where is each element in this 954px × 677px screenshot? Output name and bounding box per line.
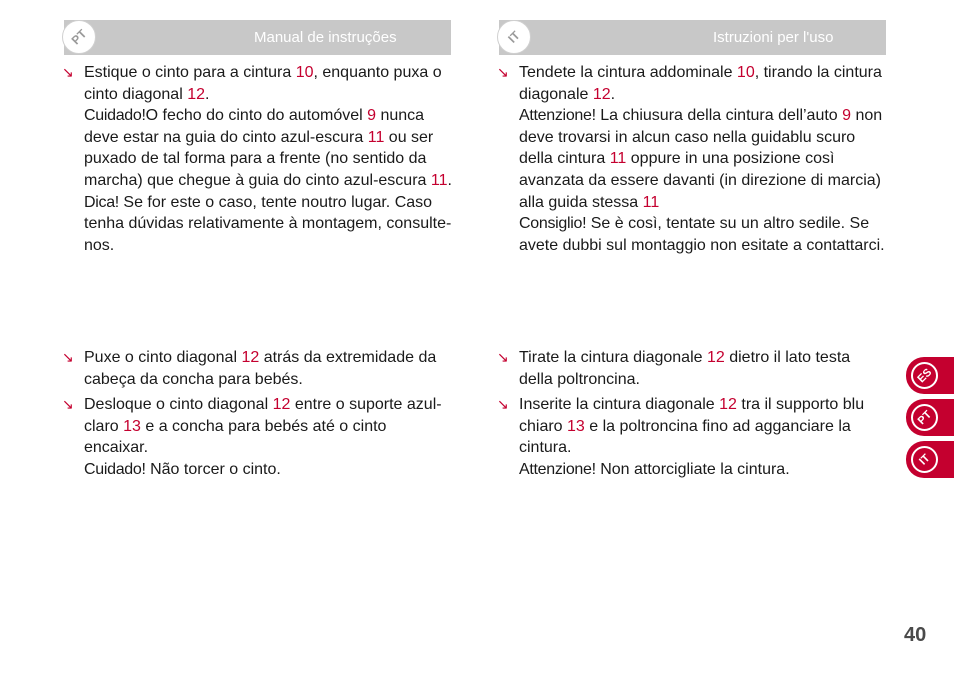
it-instruction-3: ↘ Inserite la cintura diagonale 12 tra il supporto blu chiaro 13 e la poltroncina fino ad agganciare la cintura.: [497, 396, 865, 457]
pt-tip-1: Dica! Se for este o caso, tente noutro lugar. Caso tenha dúvidas relativamente à montagem, consulte-nos.: [84, 193, 452, 254]
side-tab-it[interactable]: [906, 441, 954, 478]
arrow-bullet-icon: ↘: [62, 64, 74, 80]
it-instruction-2: ↘ Tirate la cintura diagonale 12 dietro il lato testa della poltroncina.: [497, 349, 851, 388]
pt-caution-1: Cuidado!O fecho do cinto do automóvel 9 nunca deve estar na guia do cinto azul-escura 11 ou ser puxado de tal forma para a frente (no sentido da marcha) que chegue à guia do cinto azul-escura 11.: [84, 107, 452, 189]
it-tab-label: IT: [905, 440, 943, 478]
it-caution-2: Attenzione! Non attorcigliate la cintura.: [519, 460, 790, 478]
pt-header-title: Manual de instruções: [254, 29, 397, 46]
arrow-bullet-icon: ↘: [62, 349, 74, 365]
pt-block-1: [64, 62, 452, 256]
es-tab-label: ES: [905, 356, 943, 394]
it-header-title: Istruzioni per l'uso: [713, 29, 834, 46]
side-tab-es[interactable]: [906, 357, 954, 394]
side-tab-pt[interactable]: [906, 399, 954, 436]
arrow-bullet-icon: ↘: [62, 396, 74, 413]
it-tip-1: Consiglio! Se è così, tentate su un altro sedile. Se avete dubbi sul montaggio non esitate a contattarci.: [519, 215, 885, 254]
arrow-bullet-icon: ↘: [497, 396, 509, 413]
arrow-bullet-icon: ↘: [497, 64, 509, 80]
pt-header-bar: [64, 20, 451, 55]
it-block-2: [499, 347, 885, 481]
pt-block-2: [64, 347, 452, 481]
it-header-bar: [499, 20, 886, 55]
arrow-bullet-icon: ↘: [497, 349, 509, 365]
it-language-badge: IT: [490, 13, 538, 61]
pt-tab-label: PT: [905, 398, 943, 436]
pt-instruction-3: ↘ Desloque o cinto diagonal 12 entre o suporte azul-claro 13 e a concha para bebés até o cinto encaixar.: [62, 396, 442, 457]
pt-instruction-1: ↘ Estique o cinto para a cintura 10, enquanto puxa o cinto diagonal 12.: [62, 64, 442, 103]
pt-caution-2: Cuidado! Não torcer o cinto.: [84, 460, 281, 478]
it-caution-1: Attenzione! La chiusura della cintura dell’auto 9 non deve trovarsi in alcun caso nella guidablu scuro della cintura 11 oppure in una posizione così avanzata da essere davanti (in direzione di marcia) alla guida stessa 11: [519, 107, 883, 211]
pt-instruction-2: ↘ Puxe o cinto diagonal 12 atrás da extremidade da cabeça da concha para bebés.: [62, 349, 437, 388]
it-block-1: [499, 62, 885, 256]
page-number: 40: [904, 624, 927, 646]
pt-language-badge: PT: [55, 13, 103, 61]
it-instruction-1: ↘ Tendete la cintura addominale 10, tirando la cintura diagonale 12.: [497, 64, 882, 103]
